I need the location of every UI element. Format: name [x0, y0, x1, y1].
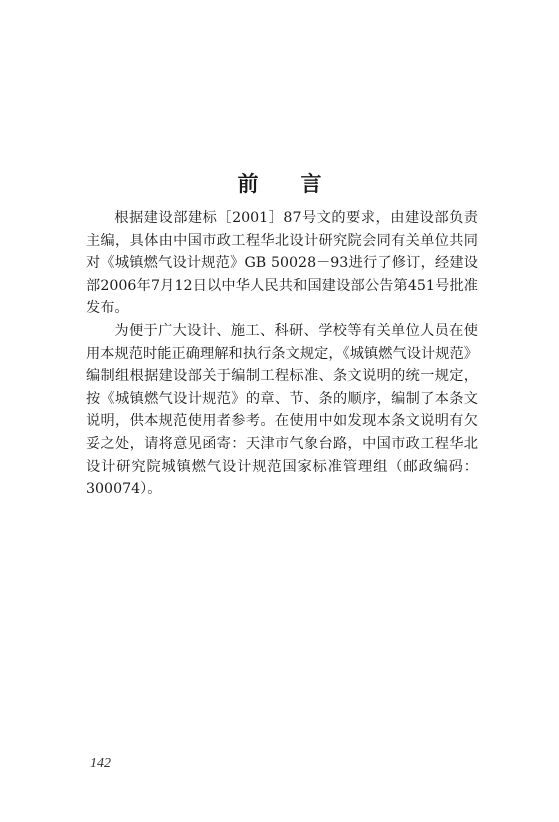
title-char-2: 言	[300, 171, 322, 196]
page-title	[0, 168, 559, 198]
page-number: 142	[90, 756, 111, 771]
title-char-1: 前	[237, 171, 259, 196]
paragraph-2: 为便于广大设计、施工、科研、学校等有关单位人员在使用本规范时能正确理解和执行条文规定，《城镇燃气设计规范》编制组根据建设部关于编制工程标准、条文说明的统一规定，按《城镇燃气设计规范》的章、节、条的顺序，编制了本条文说明，供本规范使用者参考。在使用中如发现本条文说明有欠妥之处，请将意见函寄：天津市气象台路，中国市政工程华北设计研究院城镇燃气设计规范国家标准管理组（邮政编码：300074）。	[86, 322, 478, 498]
paragraph-1: 根据建设部建标［2001］87号文的要求，由建设部负责主编，具体由中国市政工程华北设计研究院会同有关单位共同对《城镇燃气设计规范》GB 50028－93进行了修订，经建设部2006年7月12日以中华人民共和国建设部公告第451号批准发布。	[86, 210, 478, 317]
preface-body	[86, 207, 478, 501]
